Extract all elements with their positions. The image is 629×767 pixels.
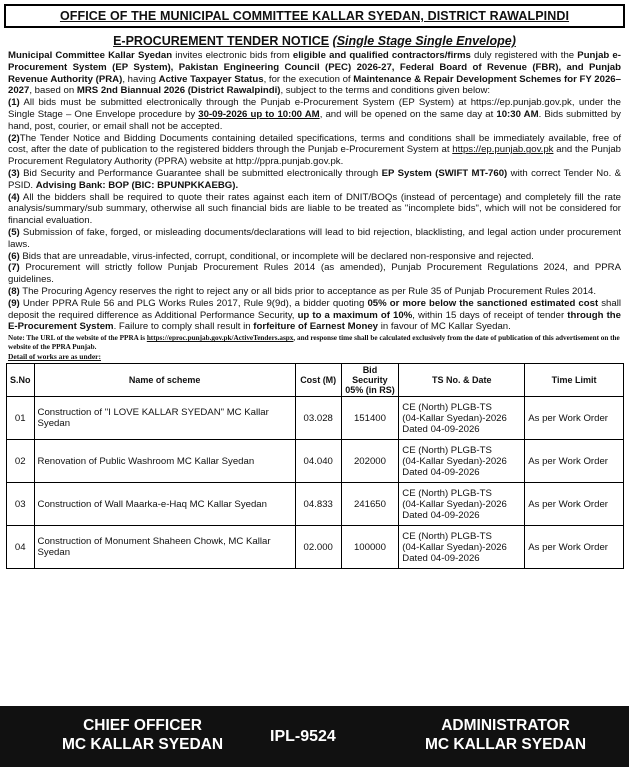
intro-text: , for the execution of <box>263 73 354 85</box>
intro-text: , having <box>122 73 159 85</box>
ppra-link[interactable]: https://eproc.punjab.gov.pk/ActiveTenders.aspx <box>146 334 294 343</box>
clause-threshold: 05% or more below the sanctioned estimated cost <box>367 297 599 309</box>
clause-text: Under PPRA Rule 56 and PLG Works Rules 2017, Rule 9(9d), a bidder quoting <box>19 297 368 309</box>
ep-link[interactable]: https://ep.punjab.gov.pk <box>452 144 554 156</box>
header-name: Name of scheme <box>34 364 295 397</box>
cell-security: 241650 <box>341 483 399 526</box>
cell-ts <box>399 440 525 483</box>
intro-mrs: MRS 2nd Biannual 2026 (District Rawalpindi) <box>76 85 281 97</box>
clause-number: (9) <box>8 297 20 309</box>
clause-ep-system: EP System (SWIFT MT-760) <box>381 167 508 179</box>
clause-text: with correct Tender No. & PSID. <box>8 167 622 191</box>
clause-9 <box>8 298 621 333</box>
cell-cost: 04.833 <box>295 483 341 526</box>
clause-1 <box>8 97 621 132</box>
header-sno: S.No <box>7 364 35 397</box>
cell-time: As per Work Order <box>525 397 624 440</box>
intro-registrations: Punjab e-Procurement System (EP System), Pakistan Engineering Council (PEC) 2026-27, Federal Board of Revenue (FBR), and Punjab Revenue Authority (PRA) <box>8 50 621 85</box>
cell-name: Construction of Wall Maarka-e-Haq MC Kallar Syedan <box>34 483 295 526</box>
clause-number: (2) <box>8 132 20 144</box>
cell-sno: 02 <box>7 440 35 483</box>
ts-line: CE (North) PLGB-TS <box>402 401 492 413</box>
administrator-block <box>425 716 586 754</box>
ts-line: CE (North) PLGB-TS <box>402 487 492 499</box>
cell-security: 151400 <box>341 397 399 440</box>
clause-text: and the Punjab Procurement Regulatory Authority (PPRA) website at http://ppra.punjab.gov.pk. <box>8 144 621 168</box>
cell-sno: 01 <box>7 397 35 440</box>
clause-ep-method: through the E-Procurement System <box>8 309 621 333</box>
notice-body <box>8 50 621 333</box>
clause-bank: Advising Bank: BOP (BIC: BPUNPKKAEBG). <box>35 179 239 191</box>
intro-text: invites electronic bids from <box>172 50 293 61</box>
notice-title: E-PROCUREMENT TENDER NOTICE <box>113 34 330 48</box>
cell-security: 100000 <box>341 526 399 569</box>
table-header-row <box>7 364 624 397</box>
ts-line: Dated 04-09-2026 <box>402 466 480 478</box>
clause-opening-time: 10:30 AM <box>496 108 539 120</box>
administrator-office: MC KALLAR SYEDAN <box>425 736 587 753</box>
clause-text: Procurement will strictly follow Punjab Procurement Rules 2014 (as amended), Punjab Procurement Regulations 2024, and PPRA guidelines. <box>8 262 621 286</box>
administrator-title: ADMINISTRATOR <box>441 717 570 734</box>
ts-line: (04-Kallar Syedan)-2026 <box>402 412 507 424</box>
clause-number: (7) <box>8 262 20 274</box>
tender-notice <box>4 4 625 704</box>
ts-line: (04-Kallar Syedan)-2026 <box>402 541 507 553</box>
ts-line: CE (North) PLGB-TS <box>402 444 492 456</box>
clause-text: The Tender Notice and Bidding Documents containing detailed specifications, terms and conditions shall be immediately available, free of cost, after the date of publication to the registered bidders through the Punjab e-Procurement System at <box>8 132 621 156</box>
intro-text: duly registered with the <box>470 50 578 61</box>
clause-text: Submission of fake, forged, or misleading documents/declarations will lead to bid rejection, blacklisting, and legal action under procurement laws. <box>8 226 621 250</box>
cell-cost: 03.028 <box>295 397 341 440</box>
clause-forfeiture: forfeiture of Earnest Money <box>253 321 379 333</box>
signature-footer <box>0 706 629 767</box>
cell-time: As per Work Order <box>525 483 624 526</box>
intro-schemes: Maintenance & Repair Development Schemes for FY 2026–2027 <box>8 73 621 97</box>
clause-text: All bids must be submitted electronically through the Punjab e-Procurement System (EP System) at https://ep.punjab.gov.pk, under the Single Stage – One Envelope procedure by <box>8 97 621 120</box>
cell-ts <box>399 483 525 526</box>
clause-text: The Procuring Agency reserves the right to reject any or all bids prior to acceptance as per Rule 35 of Punjab Procurement Rules 2014. <box>19 285 597 297</box>
clause-4 <box>8 192 621 227</box>
header-time: Time Limit <box>525 364 624 397</box>
office-header: OFFICE OF THE MUNICIPAL COMMITTEE KALLAR SYEDAN, DISTRICT RAWALPINDI <box>4 4 625 28</box>
clause-maximum: up to a maximum of 10% <box>297 309 413 321</box>
table-row <box>7 440 624 483</box>
cell-ts <box>399 526 525 569</box>
intro-taxpayer: Active Taxpayer Status <box>158 73 264 85</box>
cell-sno: 04 <box>7 526 35 569</box>
clause-2 <box>8 133 621 168</box>
table-row <box>7 483 624 526</box>
ts-line: Dated 04-09-2026 <box>402 423 480 435</box>
intro-eligible: eligible and qualified contractors/firms <box>292 50 471 61</box>
clause-3 <box>8 168 621 192</box>
cell-time: As per Work Order <box>525 526 624 569</box>
intro-text: , subject to the terms and conditions given below: <box>280 85 491 97</box>
ts-line: Dated 04-09-2026 <box>402 509 480 521</box>
notice-title-row <box>4 34 625 48</box>
table-row <box>7 397 624 440</box>
clause-text: All the bidders shall be required to quote their rates against each item of DNIT/BOQs (instead of percentage) and completely fill the rate analysis/summary/sub summary, otherwise all such financial bids are liable to be treated as "incomplete bids", which will not be considered for financial evaluation. <box>8 191 621 227</box>
clause-number: (1) <box>8 97 20 109</box>
clause-deadline: 30-09-2026 up to 10:00 AM <box>198 108 320 120</box>
clause-text: Bid Security and Performance Guarantee shall be submitted electronically through <box>19 167 382 179</box>
chief-officer-title: CHIEF OFFICER <box>83 717 202 734</box>
ipl-number: IPL-9524 <box>270 728 336 745</box>
clause-text: shall deposit the required difference as Additional Performance Security, <box>8 297 621 321</box>
clause-number: (4) <box>8 191 20 203</box>
cell-security: 202000 <box>341 440 399 483</box>
clause-6 <box>8 251 621 263</box>
clause-text: in favour of MC Kallar Syedan. <box>378 321 511 333</box>
clause-8 <box>8 286 621 298</box>
intro-text: , based on <box>29 85 77 97</box>
cell-cost: 04.040 <box>295 440 341 483</box>
cell-cost: 02.000 <box>295 526 341 569</box>
clause-text: Bids that are unreadable, virus-infected, corrupt, conditional, or incomplete will be declared non-responsive and rejected. <box>19 250 534 262</box>
works-detail-heading: Detail of works are as under: <box>8 352 101 362</box>
clause-text: , within 15 days of receipt of tender <box>412 309 568 321</box>
clause-text: . Bids submitted by hand, post, courier, or email shall not be accepted. <box>8 108 621 132</box>
clause-number: (6) <box>8 250 20 262</box>
ppra-note <box>8 334 621 351</box>
notice-subtitle: (Single Stage Single Envelope) <box>332 34 516 48</box>
works-table <box>6 363 624 569</box>
clause-7 <box>8 262 621 286</box>
intro-agency: Municipal Committee Kallar Syedan <box>8 50 173 61</box>
clause-number: (5) <box>8 226 20 238</box>
cell-name: Construction of Monument Shaheen Chowk, MC Kallar Syedan <box>34 526 295 569</box>
clause-number: (3) <box>8 167 20 179</box>
ts-line: (04-Kallar Syedan)-2026 <box>402 455 507 467</box>
clause-number: (8) <box>8 285 20 297</box>
cell-name: Renovation of Public Washroom MC Kallar Syedan <box>34 440 295 483</box>
header-cost: Cost (M) <box>295 364 341 397</box>
cell-time: As per Work Order <box>525 440 624 483</box>
clause-text: , and will be opened on the same day at <box>319 108 497 120</box>
ts-line: CE (North) PLGB-TS <box>402 530 492 542</box>
ts-line: Dated 04-09-2026 <box>402 552 480 564</box>
header-security: Bid Security 05% (in RS) <box>341 364 399 397</box>
note-text: Note: The URL of the website of the PPRA is <box>8 334 147 343</box>
chief-officer-office: MC KALLAR SYEDAN <box>62 736 224 753</box>
chief-officer-block <box>62 716 223 754</box>
header-ts: TS No. & Date <box>399 364 525 397</box>
ts-line: (04-Kallar Syedan)-2026 <box>402 498 507 510</box>
note-text: , and response time shall be calculated exclusively from the date of publication of this advertisement on the website of the PPRA Punjab. <box>8 334 620 351</box>
clause-text: . Failure to comply shall result in <box>113 321 254 333</box>
cell-ts <box>399 397 525 440</box>
clause-5 <box>8 227 621 251</box>
table-row <box>7 526 624 569</box>
intro-paragraph <box>8 50 621 97</box>
cell-sno: 03 <box>7 483 35 526</box>
cell-name: Construction of "I LOVE KALLAR SYEDAN" MC Kallar Syedan <box>34 397 295 440</box>
